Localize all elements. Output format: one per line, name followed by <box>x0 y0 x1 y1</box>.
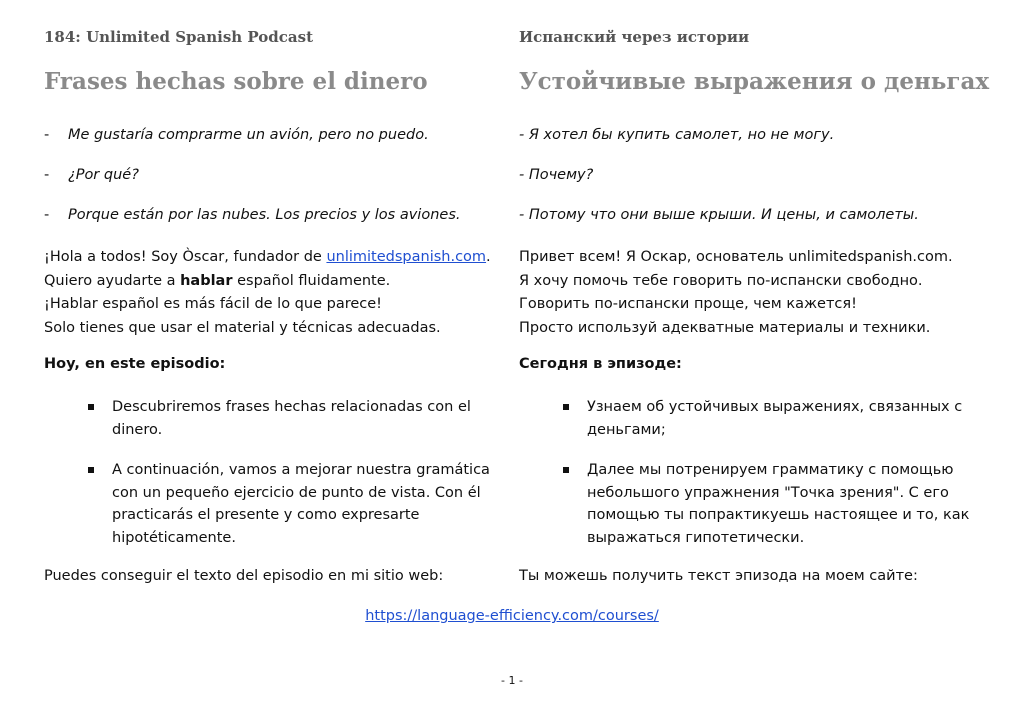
intro-line: ¡Hola a todos! Soy Òscar, fundador de unlimitedspanish.com. <box>44 249 491 265</box>
bullet-item: A continuación, vamos a mejorar nuestra gramática con un pequeño ejercicio de punto de vista. Con él practicarás el presente y como expresarte hipotéticamente. <box>88 459 498 549</box>
dash-marker: - <box>44 127 50 143</box>
dialog-line: - Me gustaría comprarme un avión, pero no puedo. <box>44 124 514 164</box>
intro-paragraph <box>519 246 989 340</box>
intro-paragraph <box>44 246 514 340</box>
intro-line: Я хочу помочь тебе говорить по-испански свободно. <box>519 272 923 289</box>
website-note: Ты можешь получить текст эпизода на моем сайте: <box>519 568 918 584</box>
intro-line: ¡Hablar español es más fácil de lo que parece! <box>44 296 382 312</box>
courses-link[interactable]: https://language-efficiency.com/courses/ <box>365 608 659 624</box>
intro-line: Привет всем! Я Оскар, основатель unlimitedspanish.com. <box>519 249 953 265</box>
dialog-list <box>519 124 989 244</box>
site-link[interactable]: unlimitedspanish.com <box>326 249 487 265</box>
intro-line: Solo tienes que usar el material y técnicas adecuadas. <box>44 319 441 336</box>
dialog-line: - Потому что они выше крыши. И цены, и самолеты. <box>519 207 919 223</box>
dialog-line: - Я хотел бы купить самолет, но не могу. <box>519 127 835 143</box>
dialog-line: - ¿Por qué? <box>44 164 514 204</box>
section-title: Сегодня в эпизоде: <box>519 356 682 372</box>
intro-line: Quiero ayudarte a hablar español fluidamente. <box>44 272 391 289</box>
page-title: Устойчивые выражения о деньгах <box>519 68 990 95</box>
bullet-item: Узнаем об устойчивых выражениях, связанных с деньгами; <box>563 396 973 441</box>
square-bullet-icon <box>88 467 94 473</box>
square-bullet-icon <box>88 404 94 410</box>
dialog-line: - Porque están por las nubes. Los precios y los aviones. <box>44 204 514 244</box>
dash-marker: - <box>44 207 50 223</box>
page-number: - 1 - <box>501 674 523 687</box>
page-title: Frases hechas sobre el dinero <box>44 68 428 95</box>
dash-marker: - <box>44 167 50 183</box>
dialog-list <box>44 124 514 244</box>
intro-line: Просто используй адекватные материалы и техники. <box>519 319 931 336</box>
episode-bullets <box>563 396 973 567</box>
courses-url-container <box>0 608 1024 624</box>
bullet-item: Descubriremos frases hechas relacionadas con el dinero. <box>88 396 498 441</box>
dialog-line: - Почему? <box>519 167 594 183</box>
episode-bullets <box>88 396 498 567</box>
square-bullet-icon <box>563 404 569 410</box>
bullet-item: Далее мы потренируем грамматику с помощью небольшого упражнения "Точка зрения". С его помощью ты попрактикуешь настоящее и то, как выражаться гипотетически. <box>563 459 973 549</box>
section-title: Hoy, en este episodio: <box>44 356 226 372</box>
website-note: Puedes conseguir el texto del episodio en mi sitio web: <box>44 568 444 584</box>
intro-line: Говорить по-испански проще, чем кажется! <box>519 296 857 312</box>
podcast-header: 184: Unlimited Spanish Podcast <box>44 28 314 46</box>
square-bullet-icon <box>563 467 569 473</box>
podcast-header: Испанский через истории <box>519 28 750 46</box>
